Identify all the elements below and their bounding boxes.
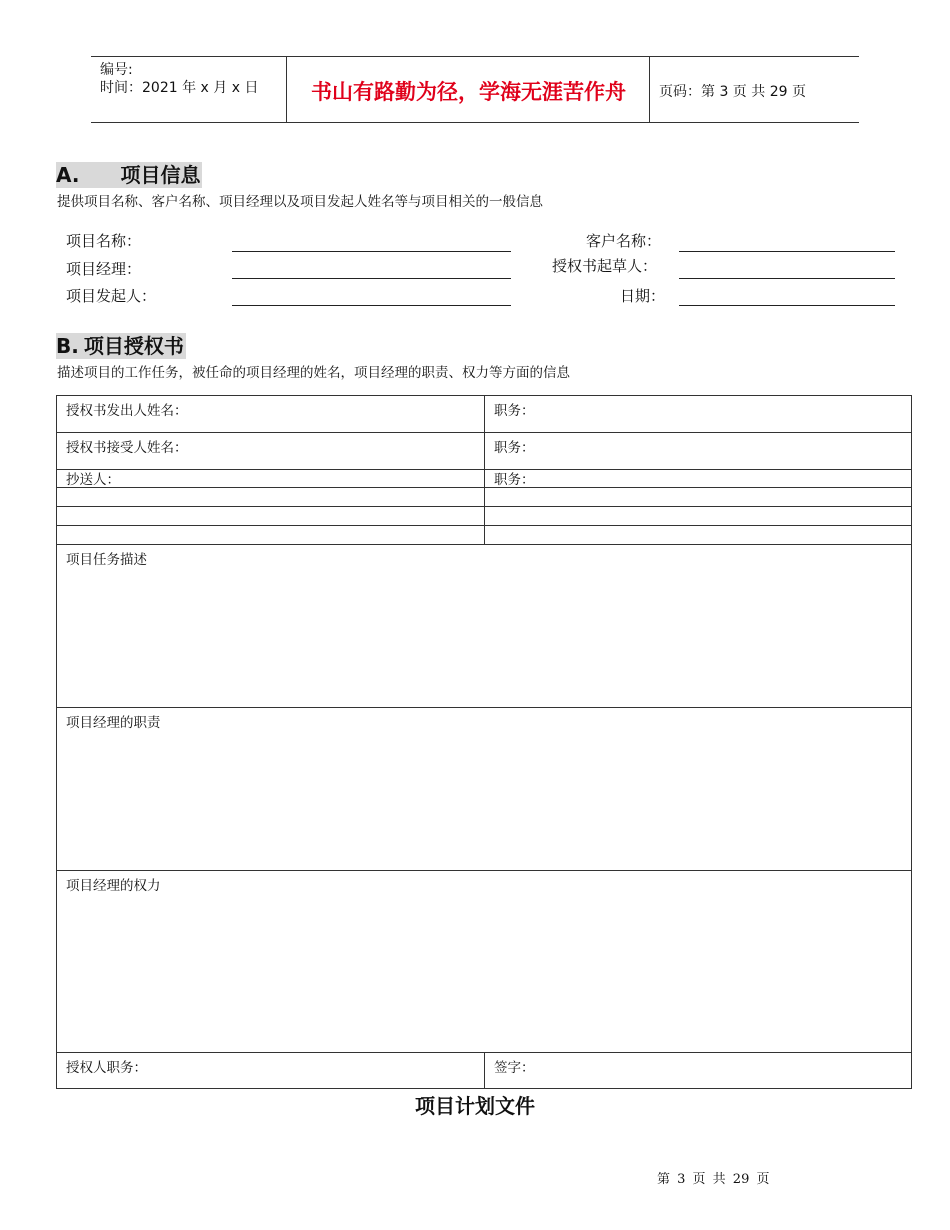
section-b-description: 描述项目的工作任务，被任命的项目经理的姓名，项目经理的职责、权力等方面的信息 (57, 365, 570, 381)
table-row (57, 526, 911, 545)
charter-table (56, 395, 912, 1089)
table-row (57, 488, 911, 507)
project-sponsor-label: 项目发起人： (66, 287, 157, 305)
header-meta (100, 61, 258, 97)
pm-responsibilities-cell[interactable]: 项目经理的职责 (66, 715, 161, 731)
task-description-cell[interactable]: 项目任务描述 (66, 552, 147, 568)
cc-position-cell[interactable]: 职务： (484, 470, 911, 487)
project-name-field[interactable] (232, 251, 511, 252)
empty-cell[interactable] (484, 488, 911, 506)
project-sponsor-field[interactable] (232, 305, 511, 306)
project-manager-field[interactable] (232, 278, 511, 279)
empty-cell[interactable] (57, 507, 484, 525)
header-motto: 书山有路勤为径，学海无涯苦作舟 (311, 80, 626, 104)
cc-cell[interactable]: 抄送人： (66, 472, 120, 488)
serial-label: 编号: (100, 62, 133, 78)
recipient-position-cell[interactable]: 职务： (484, 433, 911, 469)
table-row (57, 396, 911, 433)
issuer-name-cell[interactable]: 授权书发出人姓名： (66, 403, 188, 419)
authorizer-position-cell[interactable]: 授权人职务： (66, 1060, 147, 1076)
section-b-label: B. (56, 333, 82, 359)
charter-drafter-field[interactable] (679, 278, 895, 279)
empty-cell[interactable] (484, 526, 911, 544)
date-field[interactable] (679, 305, 895, 306)
section-b-title: 项目授权书 (83, 334, 184, 358)
section-a-label: A. (56, 162, 82, 188)
empty-cell[interactable] (57, 488, 484, 506)
page-footer: 第 3 页 共 29 页 (657, 1172, 770, 1187)
client-name-field[interactable] (679, 251, 895, 252)
project-name-label: 项目名称： (66, 232, 142, 250)
table-row (57, 507, 911, 526)
recipient-name-cell[interactable]: 授权书接受人姓名： (66, 440, 188, 456)
table-row (57, 708, 911, 871)
date-label: 日期： (620, 287, 666, 305)
table-row (57, 433, 911, 470)
charter-drafter-label: 授权书起草人： (552, 257, 658, 275)
issuer-position-cell[interactable]: 职务： (484, 396, 911, 432)
table-row (57, 871, 911, 1053)
section-a-title: 项目信息 (120, 163, 201, 187)
empty-cell[interactable] (57, 526, 484, 544)
header-page-info: 页码：第 3 页 共 29 页 (659, 84, 806, 100)
pm-authority-cell[interactable]: 项目经理的权力 (66, 878, 161, 894)
plan-document-title: 项目计划文件 (415, 1094, 535, 1118)
time-label: 时间：2021 年 x 月 x 日 (100, 80, 259, 96)
table-row (57, 545, 911, 708)
empty-cell[interactable] (484, 507, 911, 525)
section-a-heading (56, 162, 202, 188)
signature-cell[interactable]: 签字： (484, 1053, 911, 1088)
client-name-label: 客户名称： (586, 232, 662, 250)
document-header (91, 56, 859, 123)
section-a-description: 提供项目名称、客户名称、项目经理以及项目发起人姓名等与项目相关的一般信息 (57, 194, 543, 210)
table-row (57, 1053, 911, 1088)
header-divider (649, 57, 650, 122)
project-manager-label: 项目经理： (66, 260, 142, 278)
table-row (57, 470, 911, 488)
section-b-heading (56, 333, 186, 359)
